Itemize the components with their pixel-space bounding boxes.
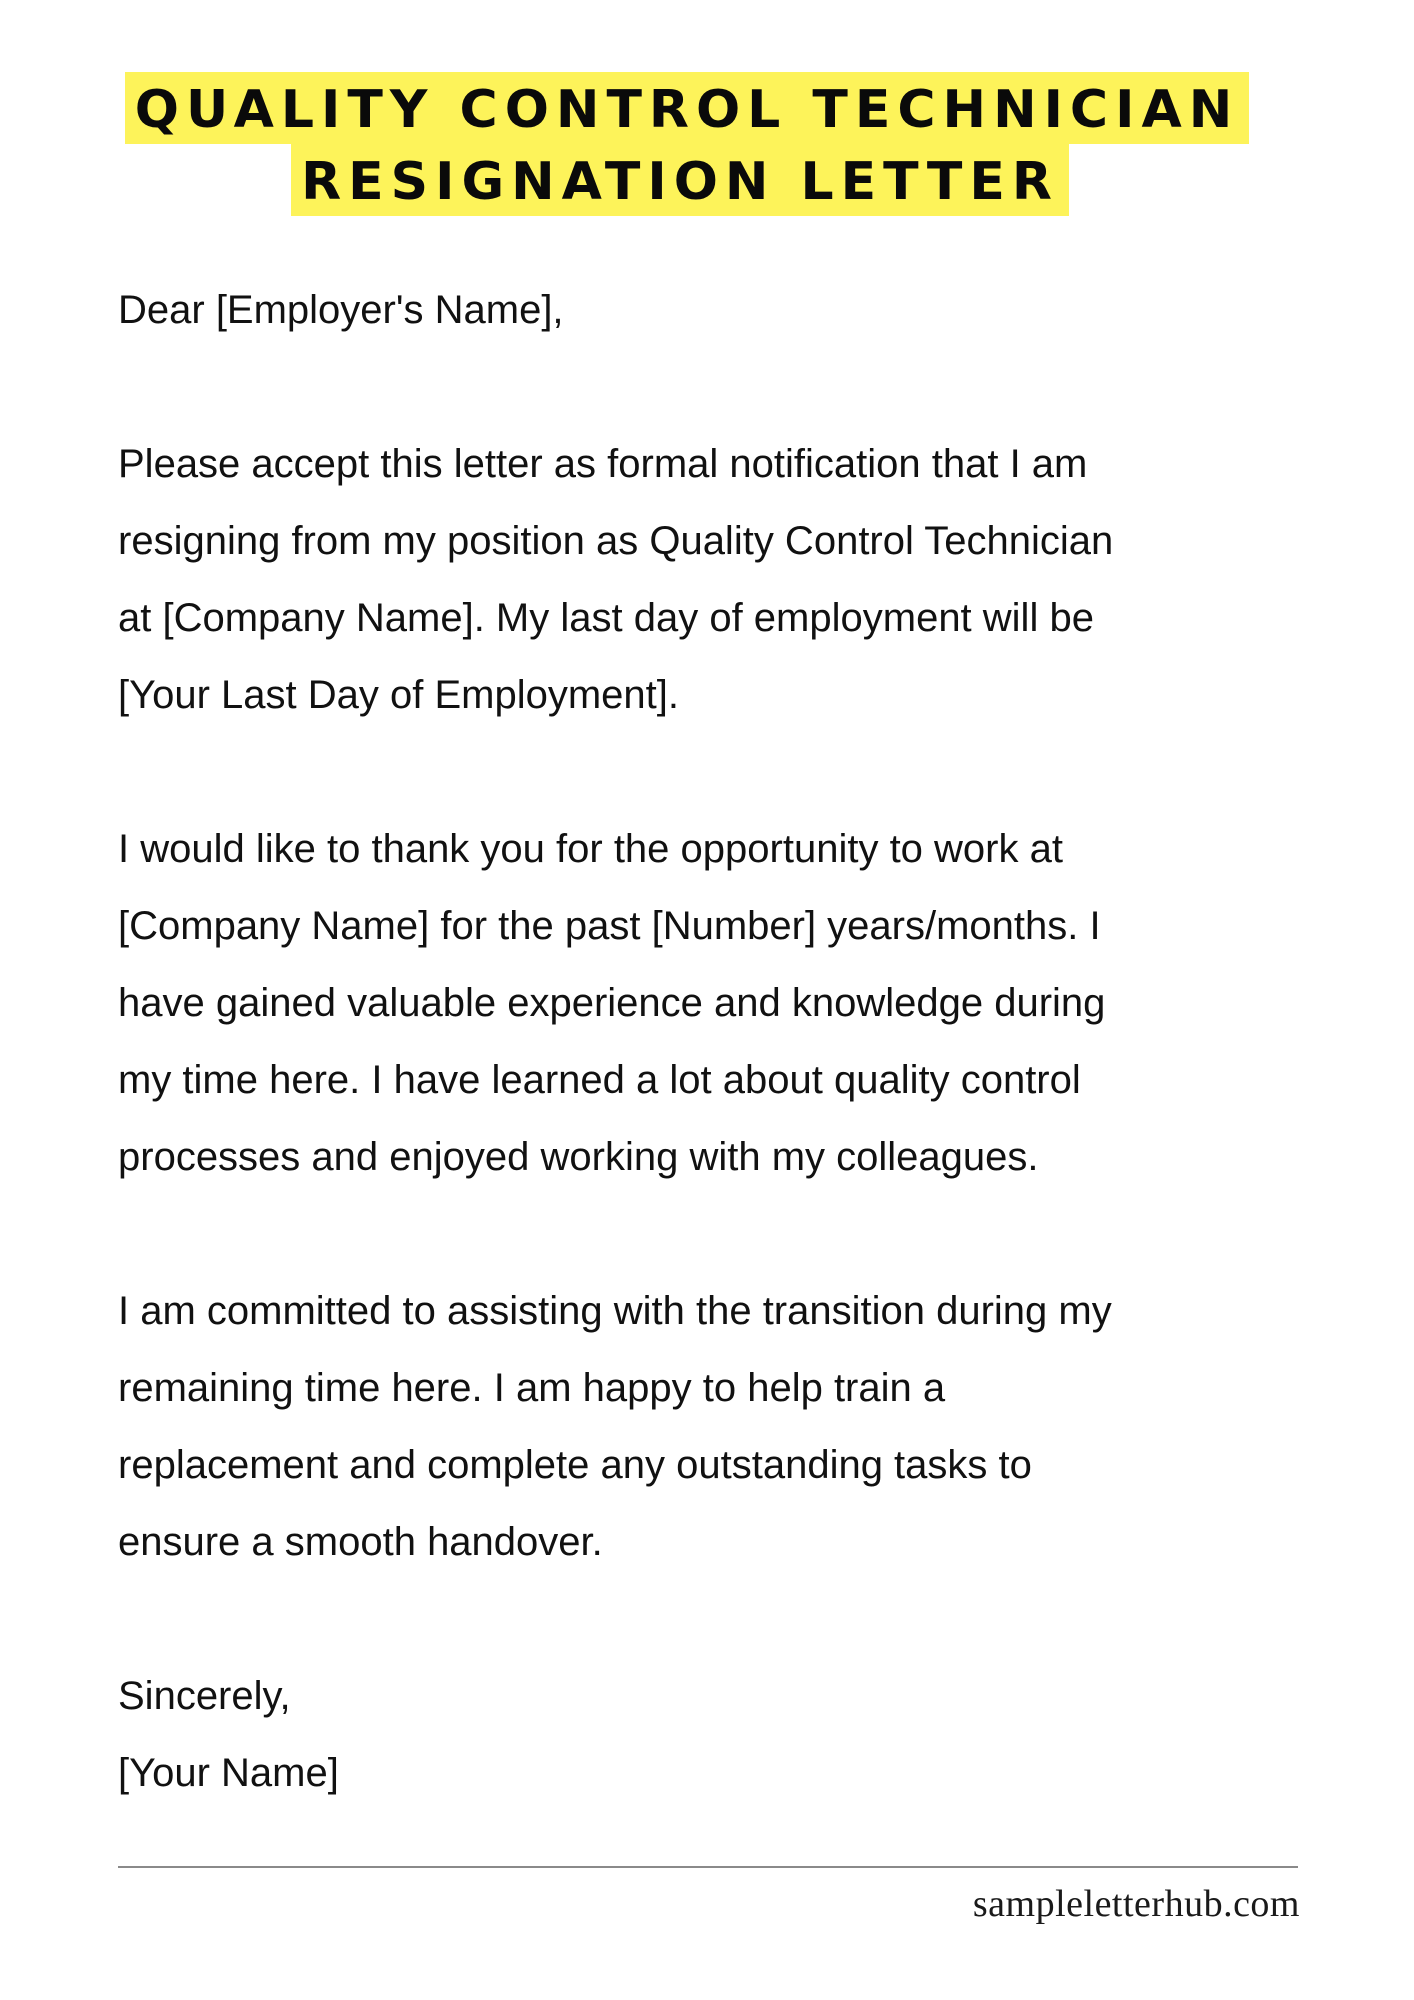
paragraph-spacer — [118, 349, 1348, 426]
paragraph-line: [Your Last Day of Employment]. — [118, 673, 680, 717]
paragraph-line: processes and enjoyed working with my colleagues. — [118, 1135, 1039, 1179]
paragraph-spacer — [118, 1196, 1348, 1273]
signature-placeholder: [Your Name] — [118, 1751, 339, 1795]
footer-site-name: sampleletterhub.com — [972, 1883, 1300, 1925]
letter-body — [118, 272, 1348, 1812]
salutation: Dear [Employer's Name], — [118, 288, 564, 332]
paragraph-line: I would like to thank you for the opportunity to work at — [118, 827, 1063, 871]
paragraph-line: resigning from my position as Quality Control Technician — [118, 519, 1114, 563]
closing: Sincerely, — [118, 1674, 291, 1718]
paragraph-spacer — [118, 734, 1348, 811]
paragraph-1 — [118, 426, 1348, 734]
paragraph-2 — [118, 811, 1348, 1196]
paragraph-line: at [Company Name]. My last day of employment will be — [118, 596, 1094, 640]
paragraph-line: Please accept this letter as formal notification that I am — [118, 442, 1088, 486]
title-line-2: RESIGNATION LETTER — [291, 144, 1069, 216]
letter-title — [0, 72, 1414, 216]
paragraph-3 — [118, 1273, 1348, 1581]
paragraph-spacer — [118, 1581, 1348, 1658]
paragraph-line: I am committed to assisting with the transition during my — [118, 1289, 1112, 1333]
paragraph-line: my time here. I have learned a lot about quality control — [118, 1058, 1081, 1102]
paragraph-line: replacement and complete any outstanding tasks to — [118, 1443, 1032, 1487]
title-line-1: QUALITY CONTROL TECHNICIAN — [125, 72, 1249, 144]
paragraph-line: remaining time here. I am happy to help train a — [118, 1366, 946, 1410]
paragraph-line: [Company Name] for the past [Number] years/months. I — [118, 904, 1101, 948]
paragraph-line: ensure a smooth handover. — [118, 1520, 603, 1564]
footer-divider — [118, 1866, 1298, 1868]
paragraph-line: have gained valuable experience and knowledge during — [118, 981, 1106, 1025]
